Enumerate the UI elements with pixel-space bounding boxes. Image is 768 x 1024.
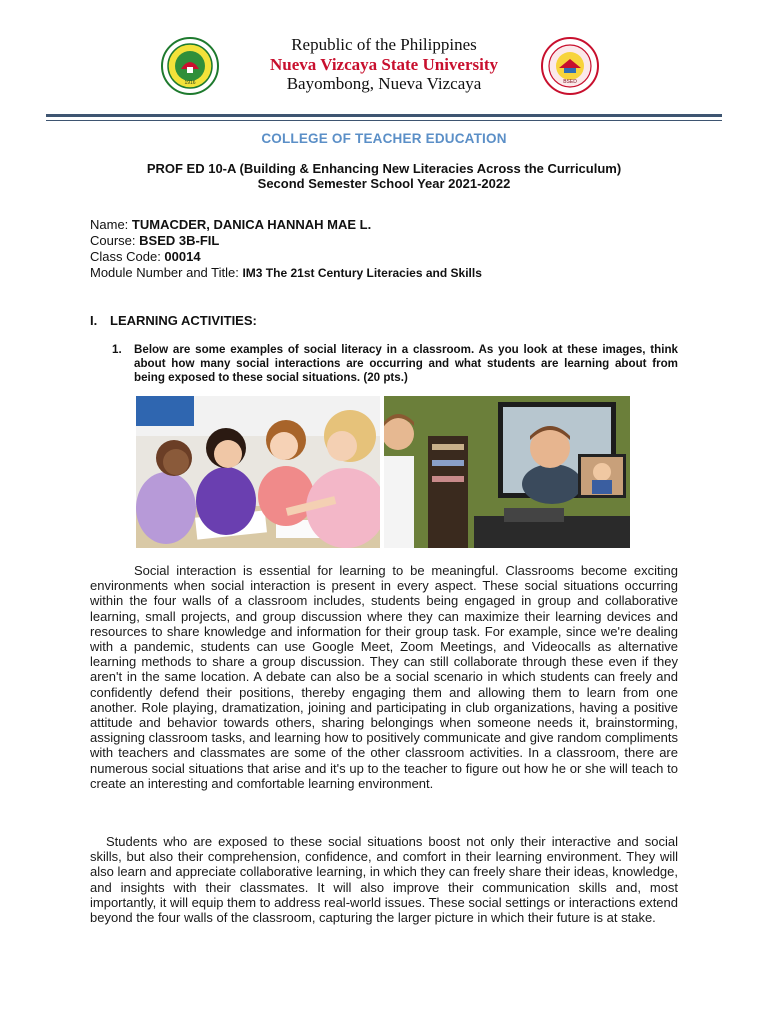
module-row [90, 265, 482, 281]
name-value: TUMACDER, DANICA HANNAH MAE L. [131, 217, 372, 232]
course-title: PROF ED 10-A (Building & Enhancing New Literacies Across the Curriculum) [146, 161, 622, 176]
seal-year-text: BSED [563, 79, 577, 85]
module-value: IM3 The 21st Century Literacies and Skills [242, 266, 482, 280]
college-of-teacher-education-seal-icon [541, 37, 599, 95]
course-label: Course: [90, 233, 140, 248]
semester-line: Second Semester School Year 2021-2022 [257, 176, 511, 191]
university-name: Nueva Vizcaya State University [269, 55, 499, 74]
class-code-label: Class Code: [90, 249, 165, 264]
question-number: 1. [112, 343, 122, 356]
course-heading [0, 161, 768, 191]
section-number: I. [90, 313, 98, 328]
question-1 [112, 343, 678, 386]
university-location: Bayombong, Nueva Vizcaya [286, 74, 482, 93]
course-row [90, 233, 482, 249]
republic-line: Republic of the Philippines [291, 35, 477, 54]
name-row [90, 217, 482, 233]
header-divider [46, 114, 722, 121]
seal-year-text: 1916 [184, 80, 196, 86]
module-label: Module Number and Title: [90, 265, 243, 280]
student-info [90, 217, 482, 281]
name-label: Name: [90, 217, 132, 232]
paragraph-2: Students who are exposed to these social situations boost not only their interactive and social skills, but also their comprehension, confidence, and comfort in their learning environment. They will also learn and appreciate collaborative learning, in which they can freely share their ideas, knowledge, and insights with their classmates. It will also improve their communication skills and, most importantly, it will equip them to address real-world issues. These social settings or interactions extend beyond the four walls of the classroom, capturing the larger picture in which their future is at stake. [90, 834, 678, 926]
question-text: Below are some examples of social literacy in a classroom. As you look at these images, think about how many social interactions are occurring and what students are learning about from being exposed to these social situations. (20 pts.) [134, 343, 678, 385]
letterhead-text [200, 34, 568, 93]
video-conference-classroom-photo [384, 396, 630, 548]
section-title: LEARNING ACTIVITIES: [110, 313, 257, 328]
paragraph-1: Social interaction is essential for learning to be meaningful. Classrooms become exciting environments when social interaction is present in every aspect. These social situations occurring within the four walls of a classroom includes, students being engaged in group and collaborative learning, small projects, and group discussion where they can maximize their learning devices and resources to share knowledge and information for their group task. For example, since we're dealing with a pandemic, students can use Google Meet, Zoom Meetings, and Videocalls as alternative learning methods to share a group discussion. They can still collaborate through these even if they aren't in the same location. A debate can also be a social scenario in which students can freely and confidently defend their positions, thereby engaging them and allowing them to learn from one another. Role playing, dramatization, joining and participating in club organizations, having a positive attitude and behavior towards others, sharing belongings when someone needs it, brainstorming, assigning classroom tasks, and learning how to positively communicate and give random compliments with teachers and classmates are some of the other classroom activities. In a classroom, there are numerous social situations that arise and it's up to the teacher to figure out how he or she will teach to create an interesting and comfortable learning environment. [90, 563, 678, 791]
course-value: BSED 3B-FIL [139, 233, 220, 248]
letterhead [0, 34, 768, 104]
college-title: COLLEGE OF TEACHER EDUCATION [261, 131, 507, 146]
class-code-value: 00014 [164, 249, 201, 264]
class-code-row [90, 249, 482, 265]
section-heading [90, 313, 257, 328]
students-group-work-photo [136, 396, 380, 548]
